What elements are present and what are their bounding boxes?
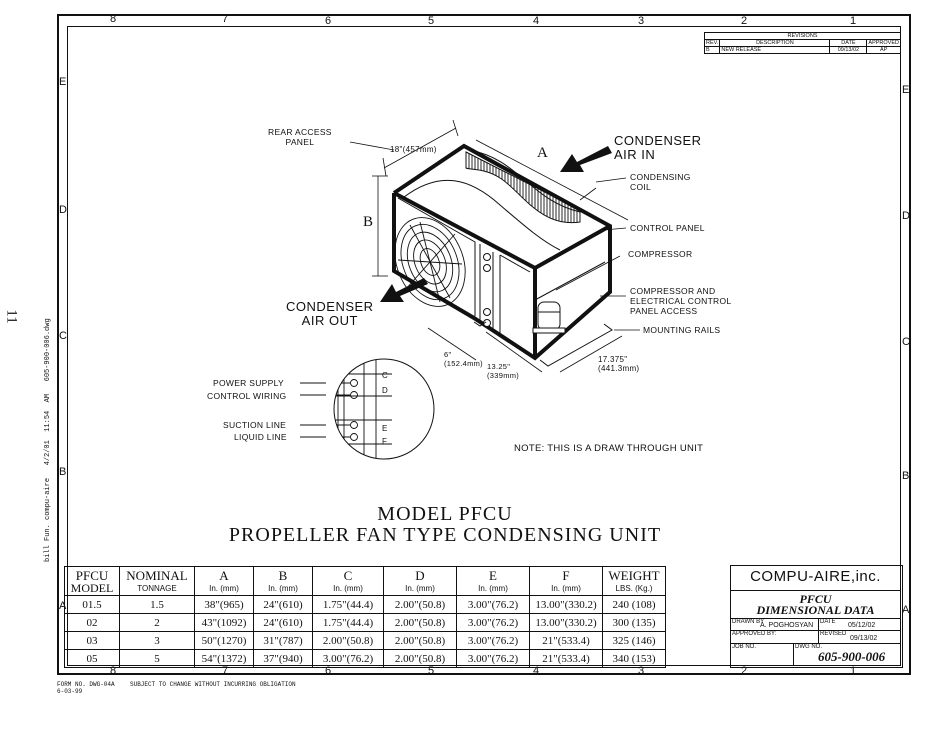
zone-top-5: 5: [428, 15, 435, 27]
col-header-weight: WEIGHT LBS. (Kg.): [603, 567, 666, 596]
conn-letter-c: C: [382, 371, 389, 380]
drawing-title-line1: MODEL PFCU: [377, 503, 513, 525]
table-cell: 3.00"(76.2): [457, 596, 530, 614]
table-cell: 2: [120, 614, 195, 632]
zone-right-e: E: [902, 84, 910, 96]
table-cell: 13.00"(330.2): [530, 596, 603, 614]
file-stamp: bill Fun. compu-aire 4/2/01 11:54 AM 605-900-006.dwg: [44, 318, 52, 562]
zone-top-1: 1: [850, 15, 857, 27]
table-cell: 2.00"(50.8): [384, 614, 457, 632]
table-cell: 3.00"(76.2): [457, 632, 530, 650]
dim-b-label: B: [363, 214, 374, 230]
control-wiring-label: CONTROL WIRING: [207, 391, 287, 401]
drawn-by-label: DRAWN BY: [732, 619, 765, 625]
zone-bottom-1: 1: [850, 665, 857, 677]
table-row: [65, 632, 666, 650]
table-cell: 13.00"(330.2): [530, 614, 603, 632]
compressor-icon: [533, 302, 565, 333]
zone-left-c: C: [59, 330, 67, 342]
suction-line-label: SUCTION LINE: [223, 420, 287, 430]
zone-left-e: E: [59, 76, 67, 88]
zone-top-6: 6: [325, 15, 332, 27]
connection-detail-bubble: [300, 359, 434, 460]
rev-row-date: 09/13/02: [830, 47, 867, 54]
table-cell: 01.5: [65, 596, 120, 614]
condensing-coil: [466, 152, 580, 223]
col-header-a: A In. (mm): [195, 567, 254, 596]
table-cell: 2.00"(50.8): [313, 632, 384, 650]
rev-row-approved: AP: [867, 47, 901, 54]
drawn-by-value: A. POGHOSYAN: [760, 622, 814, 629]
table-cell: 3.00"(76.2): [313, 650, 384, 668]
revised-label: REVISED: [820, 631, 847, 637]
zone-top-4: 4: [533, 15, 540, 27]
table-cell: 21"(533.4): [530, 650, 603, 668]
rev-header-approved: APPROVED: [868, 40, 899, 46]
table-cell: 3.00"(76.2): [457, 614, 530, 632]
rear-access-label: REAR ACCESS PANEL: [268, 127, 332, 147]
table-cell: 2.00"(50.8): [384, 632, 457, 650]
table-cell: 240 (108): [603, 596, 666, 614]
table-cell: 24"(610): [254, 614, 313, 632]
col-header-f: F In. (mm): [530, 567, 603, 596]
conn-letter-e: E: [382, 424, 388, 433]
power-supply-label: POWER SUPPLY: [213, 378, 284, 388]
air-in-arrow-icon: [560, 146, 612, 172]
table-cell: 300 (135): [603, 614, 666, 632]
table-row: [65, 596, 666, 614]
table-cell: 43"(1092): [195, 614, 254, 632]
zone-right-a: A: [902, 604, 910, 616]
table-cell: 3: [120, 632, 195, 650]
subject-note: SUBJECT TO CHANGE WITHOUT INCURRING OBLIGATION: [130, 681, 296, 688]
table-row: [65, 650, 666, 668]
draw-through-note: NOTE: THIS IS A DRAW THROUGH UNIT: [514, 443, 704, 454]
col-header-model: PFCU MODEL: [65, 567, 120, 596]
table-cell: 50"(1270): [195, 632, 254, 650]
liquid-line-label: LIQUID LINE: [234, 432, 287, 442]
table-cell: 1.5: [120, 596, 195, 614]
form-number: FORM NO. DWG-04A 6-03-99: [57, 681, 115, 695]
table-cell: 54"(1372): [195, 650, 254, 668]
drawing-title-line2: PROPELLER FAN TYPE CONDENSING UNIT: [228, 524, 662, 546]
approved-label: APPROVED BY:: [732, 631, 777, 637]
table-header-row: [65, 567, 666, 596]
page-number: 11: [3, 309, 20, 324]
dim-17375-label: 17.375" (441.3mm): [598, 355, 640, 373]
condenser-air-in-label: CONDENSER AIR IN: [614, 133, 702, 162]
condensing-coil-label: CONDENSING COIL: [630, 172, 691, 192]
revised-value: 09/13/02: [850, 635, 878, 642]
mounting-rails-label: MOUNTING RAILS: [643, 325, 721, 335]
table-cell: 24"(610): [254, 596, 313, 614]
zone-top-8: 8: [110, 13, 117, 25]
date-label: DATE: [820, 619, 836, 625]
col-header-d: D In. (mm): [384, 567, 457, 596]
zone-right-b: B: [902, 470, 910, 482]
doc-title-1: PFCU: [799, 592, 832, 606]
dwg-number: 605-900-006: [818, 649, 886, 664]
dimension-table: [64, 566, 666, 668]
compressor-access-label: COMPRESSOR AND ELECTRICAL CONTROL PANEL ACCESS: [630, 286, 732, 316]
zone-top-2: 2: [741, 15, 748, 27]
dim-a-label: A: [537, 145, 548, 161]
air-out-arrow-icon: [380, 278, 428, 302]
rev-header-date: DATE: [830, 40, 867, 47]
revisions-title: REVISIONS: [705, 33, 901, 40]
zone-left-b: B: [59, 466, 67, 478]
zone-bottom-5: 5: [428, 665, 435, 677]
col-header-tonnage: NOMINAL TONNAGE: [120, 567, 195, 596]
zone-bottom-8: 8: [110, 665, 117, 677]
rev-row-desc: NEW RELEASE: [720, 47, 830, 54]
zone-bottom-4: 4: [533, 665, 540, 677]
zone-left-d: D: [59, 204, 67, 216]
table-cell: 21"(533.4): [530, 632, 603, 650]
compressor-label: COMPRESSOR: [628, 249, 693, 259]
zone-bottom-2: 2: [741, 665, 748, 677]
job-no-label: JOB NO.: [732, 644, 757, 650]
zone-right-c: C: [902, 336, 910, 348]
conn-letter-f: F: [382, 437, 388, 446]
zone-left-a: A: [59, 600, 67, 612]
col-header-e: E In. (mm): [457, 567, 530, 596]
table-cell: 1.75"(44.4): [313, 596, 384, 614]
date-value: 05/12/02: [848, 622, 876, 629]
table-row: [65, 614, 666, 632]
rev-row-rev: B: [705, 47, 720, 54]
dwg-no-label: DWG NO.: [795, 644, 822, 650]
conn-letter-d: D: [382, 386, 389, 395]
col-header-b: B In. (mm): [254, 567, 313, 596]
control-panel-label: CONTROL PANEL: [630, 223, 705, 233]
dim-1325-label: 13.25" (339mm): [487, 362, 520, 380]
table-cell: 1.75"(44.4): [313, 614, 384, 632]
table-cell: 2.00"(50.8): [384, 596, 457, 614]
table-cell: 5: [120, 650, 195, 668]
table-cell: 02: [65, 614, 120, 632]
table-cell: 38"(965): [195, 596, 254, 614]
table-cell: 03: [65, 632, 120, 650]
table-cell: 05: [65, 650, 120, 668]
zone-top-7: 7: [222, 13, 229, 25]
tb-divider: [793, 643, 794, 666]
zone-bottom-3: 3: [638, 665, 645, 677]
tb-divider: [730, 590, 901, 591]
zone-bottom-7: 7: [222, 665, 229, 677]
depth-dim-label: 18"(457mm): [390, 145, 437, 154]
tb-divider: [818, 618, 819, 643]
table-cell: 37"(940): [254, 650, 313, 668]
zone-top-3: 3: [638, 15, 645, 27]
table-cell: 3.00"(76.2): [457, 650, 530, 668]
rev-header-rev: REV.: [706, 40, 719, 46]
col-header-c: C In. (mm): [313, 567, 384, 596]
company-name: COMPU-AIRE,inc.: [750, 568, 881, 585]
zone-bottom-6: 6: [325, 665, 332, 677]
table-cell: 31"(787): [254, 632, 313, 650]
table-cell: 2.00"(50.8): [384, 650, 457, 668]
zone-right-d: D: [902, 210, 910, 222]
doc-title-2: DIMENSIONAL DATA: [756, 603, 875, 617]
table-cell: 325 (146): [603, 632, 666, 650]
table-cell: 340 (153): [603, 650, 666, 668]
condenser-air-out-label: CONDENSER AIR OUT: [286, 299, 374, 328]
dim-6-label: 6" (152.4mm): [444, 350, 483, 368]
rev-header-desc: DESCRIPTION: [720, 40, 830, 47]
